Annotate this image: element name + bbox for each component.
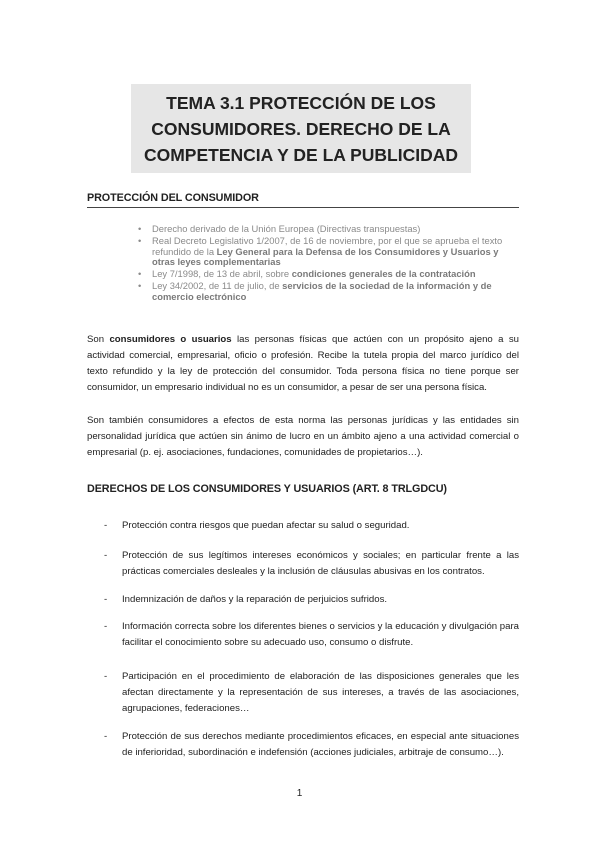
- list-item: [138, 281, 518, 302]
- list-item-text: Ley 34/2002, de 11 de julio, de: [152, 280, 283, 291]
- list-item-text: Real Decreto Legislativo 1/2007, de 16 de noviembre, por el que se aprueba el texto refundido de la: [152, 235, 503, 257]
- list-item-text: Información correcta sobre los diferentes bienes o servicios y la educación y divulgación para facilitar el conocimiento sobre su adecuado uso, consumo o disfrute.: [122, 621, 519, 648]
- dash-icon: -: [104, 671, 108, 682]
- list-item: [87, 669, 519, 717]
- list-item: [138, 236, 518, 268]
- paragraph-text: Son: [87, 334, 110, 345]
- list-item: [87, 518, 519, 534]
- list-item-text: Derecho derivado de la Unión Europea (Directivas transpuestas): [152, 223, 421, 234]
- section-heading-derechos: DERECHOS DE LOS CONSUMIDORES Y USUARIOS (ART. 8 TRLGDCU): [87, 483, 447, 495]
- legal-sources-list: [138, 224, 518, 304]
- legal-entities-paragraph: Son también consumidores a efectos de esta norma las personas jurídicas y las entidades sin personalidad jurídica que actúen sin ánimo de lucro en un ámbito ajeno a una actividad comercial o empresarial (p. ej. asociaciones, fundaciones, comunidades de propietarios…).: [87, 415, 519, 458]
- document-title: [131, 84, 471, 168]
- section-heading-proteccion: PROTECCIÓN DEL CONSUMIDOR: [87, 192, 519, 208]
- list-item-text: Participación en el procedimiento de elaboración de las disposiciones generales que les afectan directamente y la representación de sus intereses, a través de las asociaciones, agrupaciones, federaciones…: [122, 671, 519, 714]
- list-item: [87, 548, 519, 580]
- title-line: COMPETENCIA Y DE LA PUBLICIDAD: [143, 145, 459, 165]
- list-item: [87, 592, 519, 608]
- list-item-emphasis: condiciones generales de la contratación: [291, 268, 476, 279]
- list-item-text: Protección contra riesgos que puedan afectar su salud o seguridad.: [122, 520, 410, 531]
- dash-icon: -: [104, 621, 108, 632]
- title-line: CONSUMIDORES. DERECHO DE LA: [151, 119, 451, 139]
- dash-icon: -: [104, 731, 108, 742]
- list-item-text: Protección de sus derechos mediante procedimientos eficaces, en especial ante situaciones de inferioridad, subordinación e indefensión (acciones judiciales, arbitraje de consumo…).: [122, 731, 519, 758]
- title-line: TEMA 3.1 PROTECCIÓN DE LOS: [166, 93, 436, 113]
- bullet-icon: •: [138, 280, 142, 291]
- dash-icon: -: [104, 550, 108, 561]
- list-item-emphasis: Ley General para la Defensa de los Consumidores y Usuarios y otras leyes complementarias: [152, 245, 499, 267]
- paragraph-emphasis: consumidores o usuarios: [109, 334, 232, 345]
- list-item: [87, 729, 519, 761]
- list-item-text: Ley 7/1998, de 13 de abril, sobre: [152, 268, 292, 279]
- consumer-definition-paragraph: [87, 332, 519, 396]
- list-item-text: Indemnización de daños y la reparación de perjuicios sufridos.: [122, 594, 388, 605]
- dash-icon: -: [104, 594, 108, 605]
- title-box: [131, 84, 471, 173]
- page-number: 1: [296, 788, 303, 799]
- list-item-emphasis: servicios de la sociedad de la información y de comercio electrónico: [152, 280, 492, 302]
- list-item: [138, 224, 518, 235]
- bullet-icon: •: [138, 223, 142, 234]
- list-item: [87, 619, 519, 651]
- bullet-icon: •: [138, 268, 142, 279]
- list-item-text: Protección de sus legítimos intereses económicos y sociales; en particular frente a las prácticas comerciales desleales y la inclusión de cláusulas abusivas en los contratos.: [122, 550, 519, 577]
- bullet-icon: •: [138, 235, 142, 246]
- paragraph-text: las personas físicas que actúen con un propósito ajeno a su actividad comercial, empresarial, oficio o profesión. Recibe la tutela propia del marco jurídico del texto refundido y la ley de protección del consumidor. Toda persona física no tiene porque ser consumidor, un empresario individual no es un consumidor, a pesar de ser una persona física.: [87, 334, 519, 393]
- dash-icon: -: [104, 520, 108, 531]
- list-item: [138, 269, 518, 280]
